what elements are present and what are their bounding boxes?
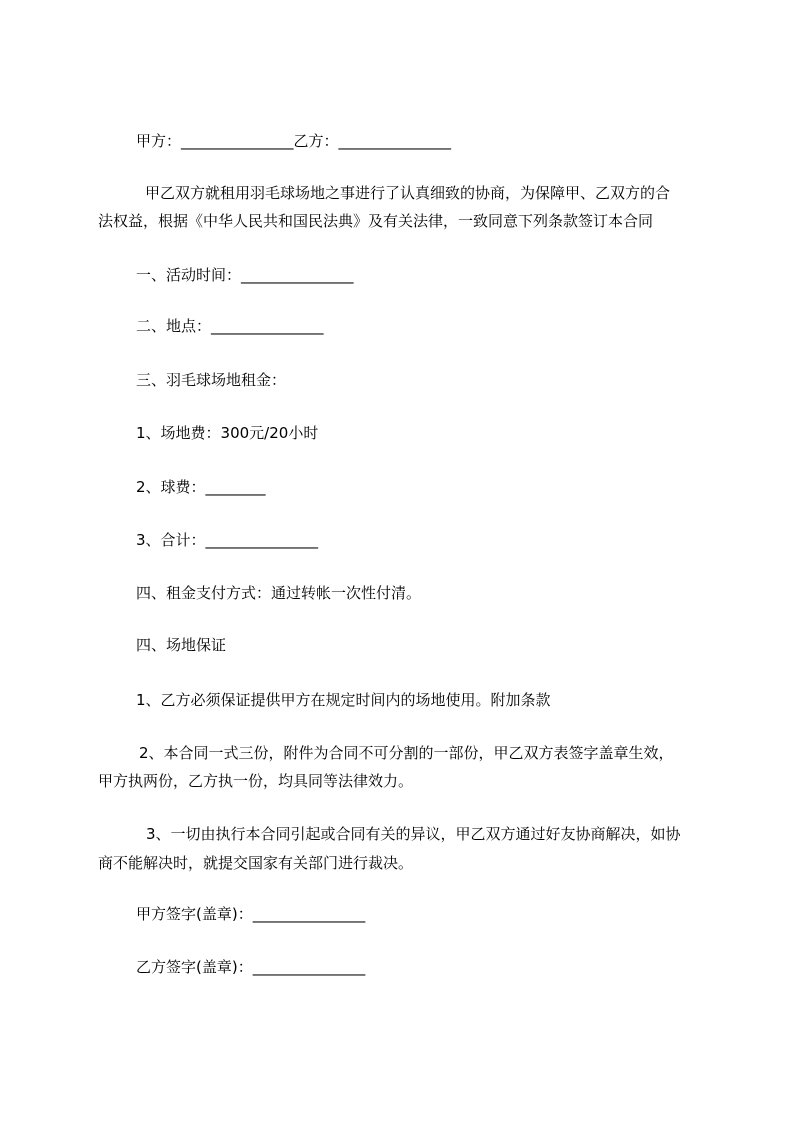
section-place: 二、地点：_______________ (136, 317, 324, 335)
clause-3-line-1: 3、一切由执行本合同引起或合同有关的异议，甲乙双方通过好友协商解决，如协 (146, 825, 681, 843)
guarantee-item-1: 1、乙方必须保证提供甲方在规定时间内的场地使用。附加条款 (136, 691, 551, 709)
rent-item-total: 3、合计：_______________ (136, 531, 319, 549)
rent-item-venue-fee: 1、场地费：300元/20小时 (136, 424, 319, 442)
section-venue-guarantee: 四、场地保证 (136, 636, 227, 654)
section-activity-time: 一、活动时间：_______________ (136, 266, 354, 284)
party-line: 甲方：_______________乙方：_______________ (136, 132, 452, 150)
signature-party-a: 甲方签字(盖章)：_______________ (136, 905, 366, 923)
signature-party-b: 乙方签字(盖章)：_______________ (136, 958, 366, 976)
clause-2-line-2: 甲方执两份，乙方执一份，均具同等法律效力。 (98, 772, 414, 790)
section-payment-method: 四、租金支付方式：通过转帐一次性付清。 (136, 584, 422, 602)
rent-item-ball-fee: 2、球费：________ (136, 478, 266, 496)
clause-3-line-2: 商不能解决时，就提交国家有关部门进行裁决。 (98, 854, 414, 872)
intro-line-2: 法权益，根据《中华人民共和国民法典》及有关法律，一致同意下列条款签订本合同 (98, 212, 654, 230)
clause-2-line-1: 2、本合同一式三份，附件为合同不可分割的一部份，甲乙双方表签字盖章生效， (139, 744, 674, 762)
section-rent: 三、羽毛球场地租金： (136, 371, 287, 389)
intro-line-1: 甲乙双方就租用羽毛球场地之事进行了认真细致的协商，为保障甲、乙双方的合 (145, 184, 671, 202)
